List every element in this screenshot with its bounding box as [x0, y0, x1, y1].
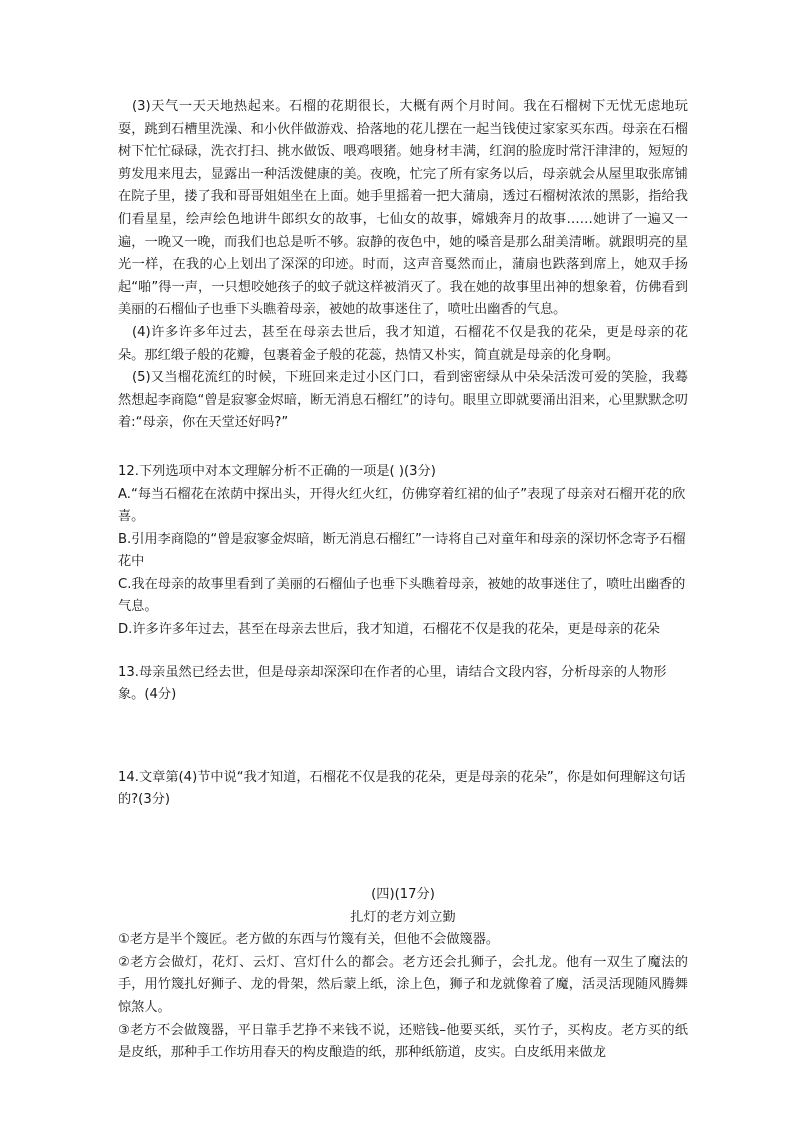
question-12-option-b: B.引用李商隐的“曾是寂寥金烬暗，断无消息石榴红”一诗将自己对童年和母亲的深切怀念寄予石榴花中 — [118, 531, 686, 570]
answer-space — [118, 707, 688, 767]
passage-paragraph-4: (4)许多许多年过去，甚至在母亲去世后，我才知道，石榴花不仅是我的花朵，更是母亲的花朵。那红缎子般的花瓣，包裹着金子般的花蕊，热情又朴实，简直就是母亲的化身啊。 — [118, 324, 688, 363]
document-page — [118, 96, 688, 1065]
spacer — [118, 435, 688, 461]
spacer — [118, 642, 688, 662]
article-paragraph-1: ①老方是半个篾匠。老方做的东西与竹篾有关，但他不会做篾器。 — [118, 932, 500, 948]
article-paragraph-3: ③老方不会做篾器，平日靠手艺挣不来钱不说，还赔钱–他要买纸，买竹子，买构皮。老方买的纸是皮纸，那种手工作坊用春天的构皮酿造的纸，那种纸筋道，皮实。白皮纸用来做龙 — [118, 1022, 688, 1061]
passage-paragraph-5: (5)又当榴花流红的时候，下班回来走过小区门口，看到密密绿从中朵朵活泼可爱的笑脸，我蓦然想起李商隐“曾是寂寥金烬暗，断无消息石榴红”的诗句。眼里立即就要涌出泪来，心里默默念叨着:“母亲，你在天堂还好吗?” — [118, 370, 688, 431]
section-heading: (四)(17分) — [371, 887, 435, 903]
question-12-option-c: C.我在母亲的故事里看到了美丽的石榴仙子也垂下头瞧着母亲，被她的故事迷住了，喷吐出幽香的气息。 — [118, 576, 686, 615]
question-12 — [118, 461, 688, 642]
passage-paragraph-3: (3)天气一天天地热起来。石榴的花期很长，大概有两个月时间。我在石榴树下无忧无虑地玩耍，跳到石槽里洗澡、和小伙伴做游戏、拾落地的花儿摆在一起当钱使过家家买东西。母亲在石榴树下忙忙碌碌，洗衣打扫、挑水做饭、喂鸡喂猪。她身材丰满，红润的脸庞时常汗津津的，短短的剪发甩来甩去，显露出一种活泼健康的美。夜晚，忙完了所有家务以后，母亲就会从屋里取张席铺在院子里，搂了我和哥哥姐姐坐在上面。她手里摇着一把大蒲扇，透过石榴树浓浓的黑影，指给我们看星星，绘声绘色地讲牛郎织女的故事，七仙女的故事，嫦娥奔月的故事……她讲了一遍又一遍，一晚又一晚，而我们也总是听不够。寂静的夜色中，她的嗓音是那么甜美清晰。就跟明亮的星光一样，在我的心上划出了深深的印迹。时而，这声音戛然而止，蒲扇也跌落到席上，她双手扬起“啪”得一声，一只想咬她孩子的蚊子就这样被消灭了。我在她的故事里出神的想象着，仿佛看到美丽的石榴仙子也垂下头瞧着母亲，被她的故事迷住了，喷吐出幽香的气息。 — [118, 99, 688, 318]
question-13-stem: 13.母亲虽然已经去世，但是母亲却深深印在作者的心里，请结合文段内容，分析母亲的人物形象。(4分) — [118, 664, 667, 703]
article-paragraph-2: ②老方会做灯，花灯、云灯、宫灯什么的都会。老方还会扎狮子，会扎龙。他有一双生了魔法的手，用竹篾扎好狮子、龙的骨架，然后蒙上纸，涂上色，狮子和龙就像着了魔，活灵活现随风腾舞惊煞人。 — [118, 954, 688, 1015]
question-12-stem: 12.下列选项中对本文理解分析不正确的一项是( )(3分) — [118, 463, 436, 479]
question-12-option-a: A.“每当石榴花在浓荫中探出头，开得火红火红，仿佛穿着红裙的仙子”表现了母亲对石榴开花的欣喜。 — [118, 486, 686, 525]
question-14-stem: 14.文章第(4)节中说“我才知道，石榴花不仅是我的花朵，更是母亲的花朵”，你是如何理解这句话的?(3分) — [118, 769, 686, 808]
article-title: 扎灯的老方刘立勤 — [350, 909, 456, 925]
question-12-option-d: D.许多许多年过去，甚至在母亲去世后，我才知道，石榴花不仅是我的花朵，更是母亲的花朵 — [118, 622, 660, 638]
answer-space — [118, 812, 688, 884]
